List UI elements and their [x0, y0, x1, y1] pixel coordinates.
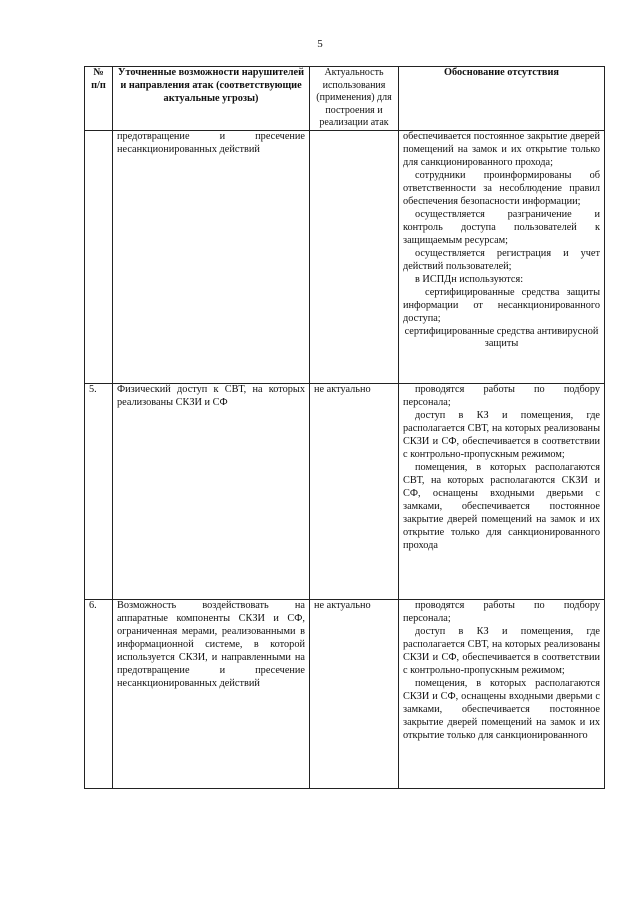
row-relevance — [310, 130, 399, 383]
table-row — [85, 130, 605, 383]
row-justification — [399, 599, 605, 788]
justification-item: обеспечивается постоянное закрытие дверей помещений на замок и их открытие только для санкционированного прохода; — [403, 130, 600, 168]
justification-item: осуществляется регистрация и учет действий пользователей; — [403, 247, 600, 272]
row-justification — [399, 383, 605, 599]
header-justification: Обоснование отсутствия — [399, 67, 605, 131]
row-number — [85, 130, 113, 383]
header-relevance: Актуальность использования (применения) для построения и реализации атак — [310, 67, 399, 131]
justification-item: сертифицированные средства антивирусной защиты — [404, 325, 599, 350]
justification-item: сертифицированные средства защиты информации от несанкционированного доступа; — [403, 286, 600, 324]
table-header-row — [85, 67, 605, 131]
page-number: 5 — [317, 38, 323, 50]
row-capability: предотвращение и пресечение несанкционированных действий — [113, 130, 310, 383]
row-relevance: не актуально — [310, 383, 399, 599]
row-relevance: не актуально — [310, 599, 399, 788]
header-number: № п/п — [85, 67, 113, 131]
justification-item: помещения, в которых располагаются СКЗИ и СФ, оснащены входными дверьми с замками, обеспечивается постоянное закрытие дверей помещений на замок и их открытие только для санкционированного — [403, 677, 600, 741]
table-row — [85, 599, 605, 788]
threat-capabilities-table — [84, 66, 605, 789]
justification-item: в ИСПДн используются: — [415, 273, 524, 285]
row-number: 5. — [85, 383, 113, 599]
justification-item: сотрудники проинформированы об ответственности за несоблюдение правил обеспечения безопасности информации; — [403, 169, 600, 207]
justification-item: помещения, в которых располагаются СВТ, на которых располагаются СКЗИ и СФ, оснащены входными дверьми с замками, обеспечивается постоянное закрытие дверей помещений на замок и их открытие только для санкционированного прохода — [403, 461, 600, 551]
justification-item: доступ в КЗ и помещения, где располагается СВТ, на которых реализованы СКЗИ и СФ, обеспечивается в соответствии с контрольно-пропускным режимом; — [403, 409, 600, 460]
row-justification — [399, 130, 605, 383]
header-capabilities: Уточненные возможности нарушителей и направления атак (соответствующие актуальные угрозы) — [113, 67, 310, 131]
row-number: 6. — [85, 599, 113, 788]
row-capability: Возможность воздействовать на аппаратные компоненты СКЗИ и СФ, ограниченная мерами, реализованными в информационной системе, в которой используется СКЗИ, и направленными на предотвращение и пресечение несанкционированных действий — [113, 599, 310, 788]
table-row — [85, 383, 605, 599]
justification-item: проводятся работы по подбору персонала; — [403, 599, 600, 624]
justification-item: осуществляется разграничение и контроль доступа пользователей к защищаемым ресурсам; — [403, 208, 600, 246]
justification-item: проводятся работы по подбору персонала; — [403, 383, 600, 408]
row-capability: Физический доступ к СВТ, на которых реализованы СКЗИ и СФ — [113, 383, 310, 599]
justification-item: доступ в КЗ и помещения, где располагается СВТ, на которых реализованы СКЗИ и СФ, обеспечивается в соответствии с контрольно-пропускным режимом; — [403, 625, 600, 676]
